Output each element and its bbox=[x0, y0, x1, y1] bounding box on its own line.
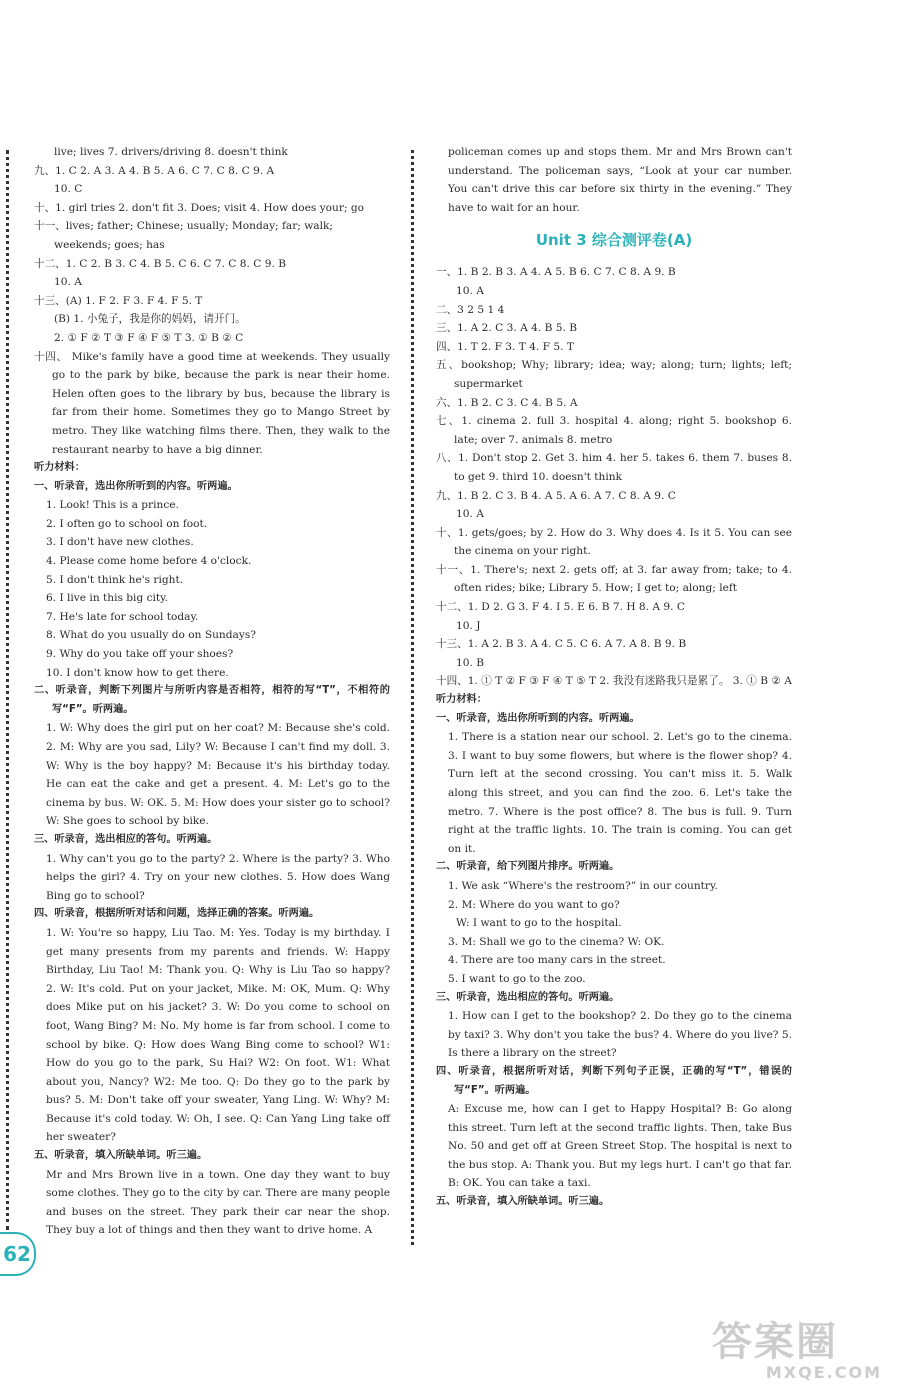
text-line: 十、1. gets/goes; by 2. How do 3. Why does 4. Is it 5. You can see the cinema on your right. bbox=[436, 526, 792, 558]
text-line: 四、听录音，根据所听对话，判断下列句子正误，正确的写“T”，错误的写“F”。听两遍。 bbox=[436, 1065, 792, 1096]
text-line: 二、3 2 5 1 4 bbox=[436, 303, 505, 316]
text-line: 八、1. Don't stop 2. Get 3. him 4. her 5. takes 6. them 7. buses 8. to get 9. third 10. doesn't think bbox=[436, 452, 792, 483]
page-number: 62 bbox=[0, 1232, 36, 1276]
text-line: 十四、 Mike's family have a good time at weekends. They usually go to the park by bike, because the park is near their home. Helen often goes to the library by bus, because the library is far from their home. Sometimes they go to Mango Street by metro. They like watching films there. Then, they walk to the restaurant nearby to have a big dinner. bbox=[34, 350, 390, 456]
text-line: 一、听录音，选出你所听到的内容。听两遍。 bbox=[436, 712, 640, 724]
text-line: 10. B bbox=[456, 656, 484, 669]
watermark-sub: MXQE.COM bbox=[765, 1363, 882, 1382]
watermark bbox=[712, 1320, 882, 1382]
text-line: 听力材料： bbox=[436, 694, 487, 706]
text-line: 五、bookshop; Why; library; idea; way; along; turn; lights; left; supermarket bbox=[436, 359, 792, 390]
watermark-main: 答案圈 bbox=[712, 1319, 838, 1365]
text-line: 一、听录音，选出你所听到的内容。听两遍。 bbox=[34, 480, 238, 492]
text-line: 1. W: Why does the girl put on her coat? M: Because she's cold. 2. M: Why are you sad, Lily? W: Because I can't find my doll. 3. W: Why is the boy happy? M: Because it's his birthday today. He can eat the cake and get a present. 4. M: Let's go to the cinema by bus. W: OK. 5. M: How does your sister go to school? W: She goes to school by bike. bbox=[46, 722, 390, 828]
text-line: 十三、(A) 1. F 2. F 3. F 4. F 5. T bbox=[34, 294, 203, 307]
text-line: 九、1. B 2. C 3. B 4. A 5. A 6. A 7. C 8. A 9. C bbox=[436, 489, 676, 502]
right-bottom-block bbox=[436, 263, 792, 1211]
text-line: 四、1. T 2. F 3. T 4. F 5. T bbox=[436, 340, 574, 353]
text-line: 7. He's late for school today. bbox=[46, 610, 199, 623]
text-line: weekends; goes; has bbox=[54, 238, 165, 251]
text-line: live; lives 7. drivers/driving 8. doesn't think bbox=[54, 146, 288, 158]
text-line: (B) 1. 小兔子，我是你的妈妈，请开门。 bbox=[54, 313, 246, 326]
text-line: 1. W: You're so happy, Liu Tao. M: Yes. Today is my birthday. I get many presents from my parents and friends. W: Happy Birthday, Liu Tao! M: Thank you. Q: Why is Liu Tao so happy? 2. W: It's cold. Put on your jacket, Mike. M: OK, Mum. Q: Why does Mike put on his jacket? 3. W: Do you come to school on foot, Wang Bing? M: No. My home is far from school. I come to school by bike. Q: How does Wang Bing come to school? W1: How do you go to the park, Su Hai? W2: On foot. W1: What about you, Nancy? W2: Me too. Q: Do they go to the park by bus? 5. M: Don't take off your sweater, Yang Ling. W: Why? M: Because it's cold today. W: Oh, I see. Q: Can Yang Ling take off her sweater? bbox=[46, 926, 390, 1144]
text-line: 10. A bbox=[54, 276, 82, 289]
text-line: 2. ① F ② T ③ F ④ F ⑤ T 3. ① B ② C bbox=[54, 331, 244, 344]
text-line: 6. I live in this big city. bbox=[46, 592, 169, 605]
text-line: 1. How can I get to the bookshop? 2. Do they go to the cinema by taxi? 3. Why don't you take the bus? 4. Where do you live? 5. Is there a library on the street? bbox=[448, 1010, 792, 1060]
text-line: A: Excuse me, how can I get to Happy Hospital? B: Go along this street. Turn left at the second traffic lights. Then, take Bus No. 50 and get off at Green Street Stop. The hospital is next to the bus stop. A: Thank you. But my legs hurt. I can't go that far. B: OK. You can take a taxi. bbox=[448, 1103, 792, 1190]
text-line: 六、1. B 2. C 3. C 4. B 5. A bbox=[436, 396, 578, 409]
text-line: 十、1. girl tries 2. don't fit 3. Does; visit 4. How does your; go bbox=[34, 201, 365, 214]
text-line: 十一、lives; father; Chinese; usually; Monday; far; walk; bbox=[34, 220, 333, 233]
text-line: 3. M: Shall we go to the cinema? W: OK. bbox=[448, 935, 665, 948]
unit-title: Unit 3 综合测评卷(A) bbox=[535, 231, 693, 250]
text-line: 2. M: Where do you want to go? bbox=[448, 898, 620, 911]
text-line: 五、听录音，填入所缺单词。听三遍。 bbox=[436, 1196, 610, 1208]
text-line: 1. We ask “Where's the restroom?” in our country. bbox=[448, 879, 718, 892]
text-line: 1. Look! This is a prince. bbox=[46, 499, 179, 512]
text-line: 十一、1. There's; next 2. gets off; at 3. far away from; take; to 4. often rides; bike; Library 5. How; I get to; along; left bbox=[436, 563, 792, 595]
text-line: 9. Why do you take off your shoes? bbox=[46, 648, 234, 661]
text-line: 10. J bbox=[456, 619, 481, 632]
text-line: W: I want to go to the hospital. bbox=[456, 917, 622, 930]
text-line: 九、1. C 2. A 3. A 4. B 5. A 6. C 7. C 8. C 9. A bbox=[34, 164, 275, 177]
text-line: 二、听录音，给下列图片排序。听两遍。 bbox=[436, 861, 620, 873]
text-line: 4. Please come home before 4 o'clock. bbox=[46, 555, 252, 568]
text-line: 一、1. B 2. B 3. A 4. A 5. B 6. C 7. C 8. A 9. B bbox=[436, 266, 676, 279]
text-line: 三、1. A 2. C 3. A 4. B 5. B bbox=[436, 322, 578, 335]
text-line: 5. I want to go to the zoo. bbox=[448, 972, 586, 985]
text-line: 五、听录音，填入所缺单词。听三遍。 bbox=[34, 1150, 208, 1162]
text-line: 二、听录音，判断下列图片与所听内容是否相符，相符的写“T”，不相符的写“F”。听两遍。 bbox=[34, 685, 390, 715]
text-line: Mr and Mrs Brown live in a town. One day they want to buy some clothes. They go to the city by car. There are many people and buses on the street. They park their car near the shop. They buy a lot of things and then they want to drive home. A bbox=[46, 1168, 390, 1237]
text-line: 十四、1. ① T ② F ③ F ④ T ⑤ T 2. 我没有迷路我只是累了。 3. ① B ② A bbox=[436, 675, 792, 688]
text-line: 三、听录音，选出相应的答句。听两遍。 bbox=[34, 833, 218, 845]
text-line: 10. I don't know how to get there. bbox=[46, 666, 229, 679]
text-line: 听力材料： bbox=[34, 462, 85, 474]
text-line: policeman comes up and stops them. Mr and Mrs Brown can't understand. The policeman says, “Look at your car number. You can't drive this car before six thirty in the evening.” They have to wait for an hour. bbox=[448, 146, 792, 214]
text-line: 十二、1. D 2. G 3. F 4. I 5. E 6. B 7. H 8. A 9. C bbox=[436, 601, 685, 614]
text-line: 3. I don't have new clothes. bbox=[46, 536, 194, 549]
text-line: 四、听录音，根据所听对话和问题，选择正确的答案。听两遍。 bbox=[34, 908, 320, 920]
column-divider bbox=[411, 150, 414, 1245]
text-line: 2. I often go to school on foot. bbox=[46, 517, 208, 530]
text-line: 5. I don't think he's right. bbox=[46, 573, 184, 586]
left-column bbox=[34, 143, 390, 1240]
text-line: 10. A bbox=[456, 508, 484, 521]
text-line: 8. What do you usually do on Sundays? bbox=[46, 629, 256, 642]
right-top-block bbox=[436, 143, 792, 217]
text-line: 4. There are too many cars in the street. bbox=[448, 954, 666, 967]
right-column bbox=[436, 143, 792, 1212]
text-line: 三、听录音，选出相应的答句。听两遍。 bbox=[436, 991, 620, 1003]
text-line: 1. There is a station near our school. 2. Let's go to the cinema. 3. I want to buy some flowers, but where is the flower shop? 4. Turn left at the second crossing. You can't miss it. 5. Walk along this street, and you can find the zoo. 6. Let's take the metro. 7. Where is the post office? 8. The bus is full. 9. Turn right at the traffic lights. 10. The train is coming. You can get on it. bbox=[448, 731, 792, 855]
text-line: 10. C bbox=[54, 183, 83, 196]
text-line: 十二、1. C 2. B 3. C 4. B 5. C 6. C 7. C 8. C 9. B bbox=[34, 257, 286, 270]
text-line: 七、1. cinema 2. full 3. hospital 4. along; right 5. bookshop 6. late; over 7. animals 8. metro bbox=[436, 415, 792, 446]
binding-dots bbox=[6, 150, 9, 1230]
text-line: 十三、1. A 2. B 3. A 4. C 5. C 6. A 7. A 8. B 9. B bbox=[436, 638, 687, 651]
text-line: 10. A bbox=[456, 284, 484, 297]
text-line: 1. Why can't you go to the party? 2. Where is the party? 3. Who helps the girl? 4. Try on your new clothes. 5. How does Wang Bing go to school? bbox=[46, 852, 390, 902]
